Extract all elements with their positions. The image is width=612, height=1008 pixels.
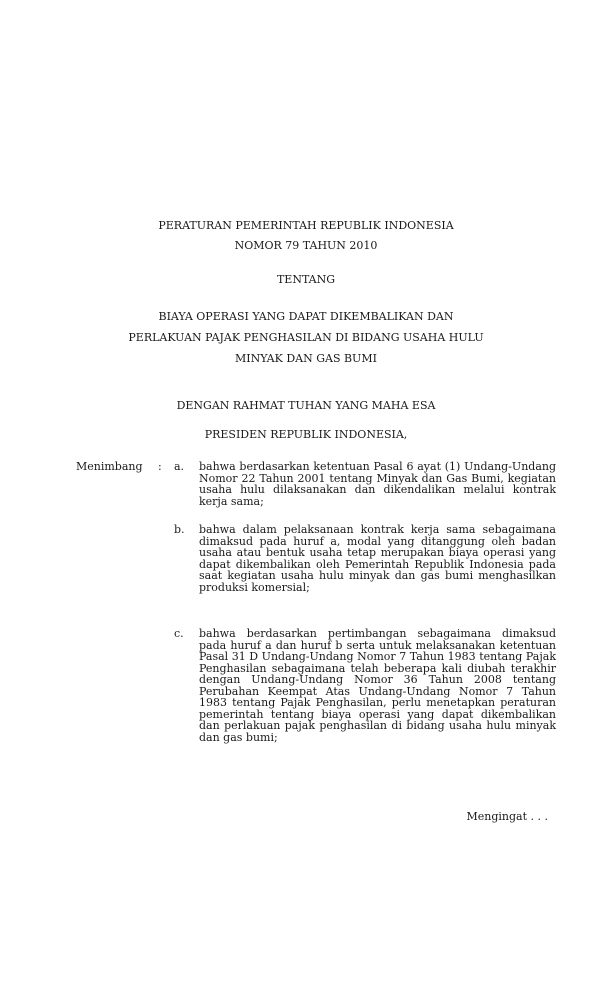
subject-line-2: PERLAKUAN PAJAK PENGHASILAN DI BIDANG USAHA HULU	[128, 331, 484, 344]
item-text: bahwa berdasarkan ketentuan Pasal 6 ayat (1) Undang-Undang Nomor 22 Tahun 2001 tentang Minyak dan Gas Bumi, kegiatan usaha hulu dilaksanakan dan dikendalikan melalui kontrak kerja sama;	[199, 460, 556, 508]
item-text: bahwa dalam pelaksanaan kontrak kerja sama sebagaimana dimaksud pada huruf a, modal yang ditanggung oleh badan usaha atau bentuk usaha tetap merupakan biaya operasi yang dapat dikembalikan oleh Pemerintah Republik Indonesia pada saat kegiatan usaha hulu minyak dan gas bumi menghasilkan produksi komersial;	[199, 523, 556, 594]
item-letter: b.	[174, 523, 185, 536]
subject-line-1: BIAYA OPERASI YANG DAPAT DIKEMBALIKAN DAN	[158, 310, 454, 323]
menimbang-colon: :	[158, 460, 162, 473]
consideration-item-b	[174, 524, 556, 593]
menimbang-label: Menimbang	[76, 460, 143, 473]
regulation-title: PERATURAN PEMERINTAH REPUBLIK INDONESIA	[158, 219, 454, 232]
consideration-item-c	[174, 628, 556, 743]
rahmat-heading: DENGAN RAHMAT TUHAN YANG MAHA ESA	[176, 399, 436, 412]
president-heading: PRESIDEN REPUBLIK INDONESIA,	[204, 428, 408, 441]
item-letter: c.	[174, 627, 184, 640]
tentang-heading: TENTANG	[276, 273, 336, 286]
consideration-item-a	[174, 461, 556, 507]
regulation-number: NOMOR 79 TAHUN 2010	[234, 239, 378, 252]
item-letter: a.	[174, 460, 185, 473]
next-page-indicator: Mengingat . . .	[466, 810, 548, 823]
subject-line-3: MINYAK DAN GAS BUMI	[235, 352, 377, 365]
item-text: bahwa berdasarkan pertimbangan sebagaimana dimaksud pada huruf a dan huruf b serta untuk melaksanakan ketentuan Pasal 31 D Undang-Undang Nomor 7 Tahun 1983 tentang Pajak Penghasilan sebagaimana telah beberapa kali diubah terakhir dengan Undang-Undang Nomor 36 Tahun 2008 tentang Perubahan Keempat Atas Undang-Undang Nomor 7 Tahun 1983 tentang Pajak Penghasilan, perlu menetapkan peraturan pemerintah tentang biaya operasi yang dapat dikembalikan dan perlakuan pajak penghasilan di bidang usaha hulu minyak dan gas bumi;	[199, 627, 556, 744]
regulation-subject	[0, 306, 612, 369]
